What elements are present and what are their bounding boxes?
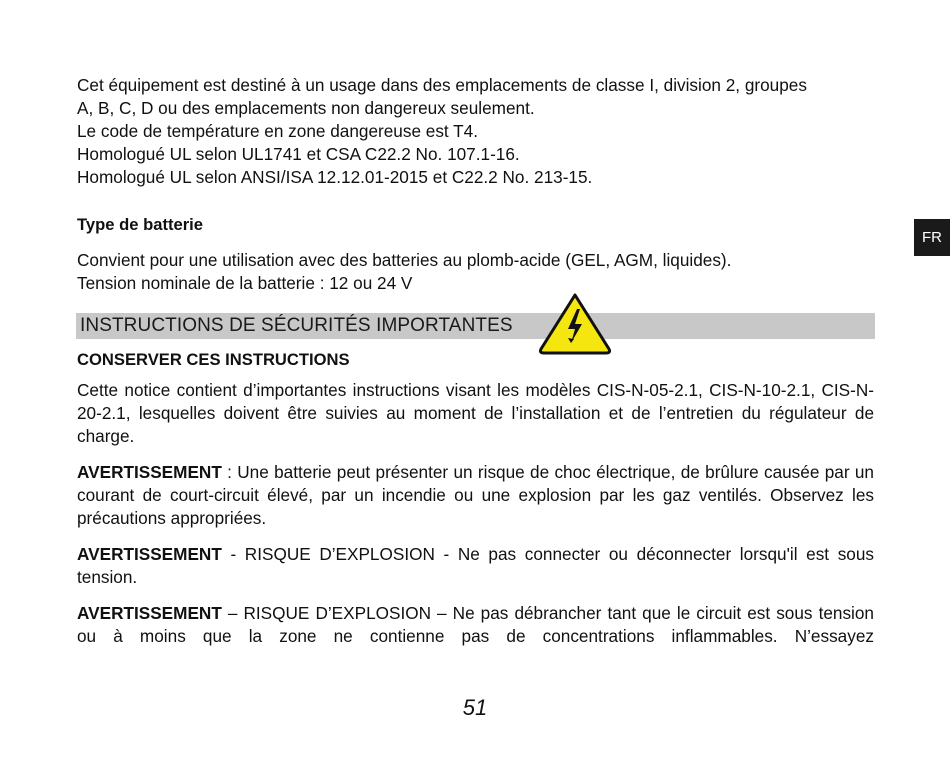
battery-paragraph xyxy=(77,249,874,295)
warning-text: – RISQUE D’EXPLOSION – Ne pas débrancher tant que le circuit est sous tension ou à moins que la zone ne contienne pas de concentrations inflammables. N’essayez xyxy=(77,603,874,646)
high-voltage-warning-icon xyxy=(537,291,613,355)
manual-page xyxy=(77,74,874,661)
intro-line: Homologué UL selon ANSI/ISA 12.12.01-2015 et C22.2 No. 213-15. xyxy=(77,167,593,187)
notice-paragraph: Cette notice contient d’importantes instructions visant les modèles CIS-N-05-2.1, CIS-N-10-2.1, CIS-N-20-2.1, lesquelles doivent être suivies au moment de l’installation et de l’entretien du régulateur de charge. xyxy=(77,380,874,446)
intro-line: Cet équipement est destiné à un usage dans des emplacements de classe I, division 2, groupes xyxy=(77,75,807,95)
safety-section-title: INSTRUCTIONS DE SÉCURITÉS IMPORTANTES xyxy=(80,315,513,336)
keep-instructions-heading: CONSERVER CES INSTRUCTIONS xyxy=(77,350,350,369)
battery-line: Convient pour une utilisation avec des batteries au plomb-acide (GEL, AGM, liquides). xyxy=(77,250,732,270)
warning-label: AVERTISSEMENT xyxy=(77,462,222,482)
warning-paragraph xyxy=(77,602,874,648)
warning-label: AVERTISSEMENT xyxy=(77,603,222,623)
warning-text: - RISQUE D’EXPLOSION - Ne pas connecter ou déconnecter lorsqu'il est sous tension. xyxy=(77,544,874,587)
intro-line: Le code de température en zone dangereuse est T4. xyxy=(77,121,479,141)
warning-text: : Une batterie peut présenter un risque de choc électrique, de brûlure causée par un courant de court-circuit élevé, par un incendie ou une explosion par les gaz ventilés. Observez les précautions appropriées. xyxy=(77,462,874,528)
warning-paragraph xyxy=(77,543,874,589)
battery-line: Tension nominale de la batterie : 12 ou 24 V xyxy=(77,273,413,293)
safety-section-bar xyxy=(76,313,875,339)
intro-paragraph xyxy=(77,74,874,189)
page-number: 51 xyxy=(462,695,488,720)
battery-type-heading: Type de batterie xyxy=(77,215,204,234)
language-tab: FR xyxy=(914,219,950,256)
intro-line: Homologué UL selon UL1741 et CSA C22.2 No. 107.1-16. xyxy=(77,144,520,164)
warning-label: AVERTISSEMENT xyxy=(77,544,222,564)
intro-line: A, B, C, D ou des emplacements non dangereux seulement. xyxy=(77,98,535,118)
warning-paragraph xyxy=(77,461,874,530)
